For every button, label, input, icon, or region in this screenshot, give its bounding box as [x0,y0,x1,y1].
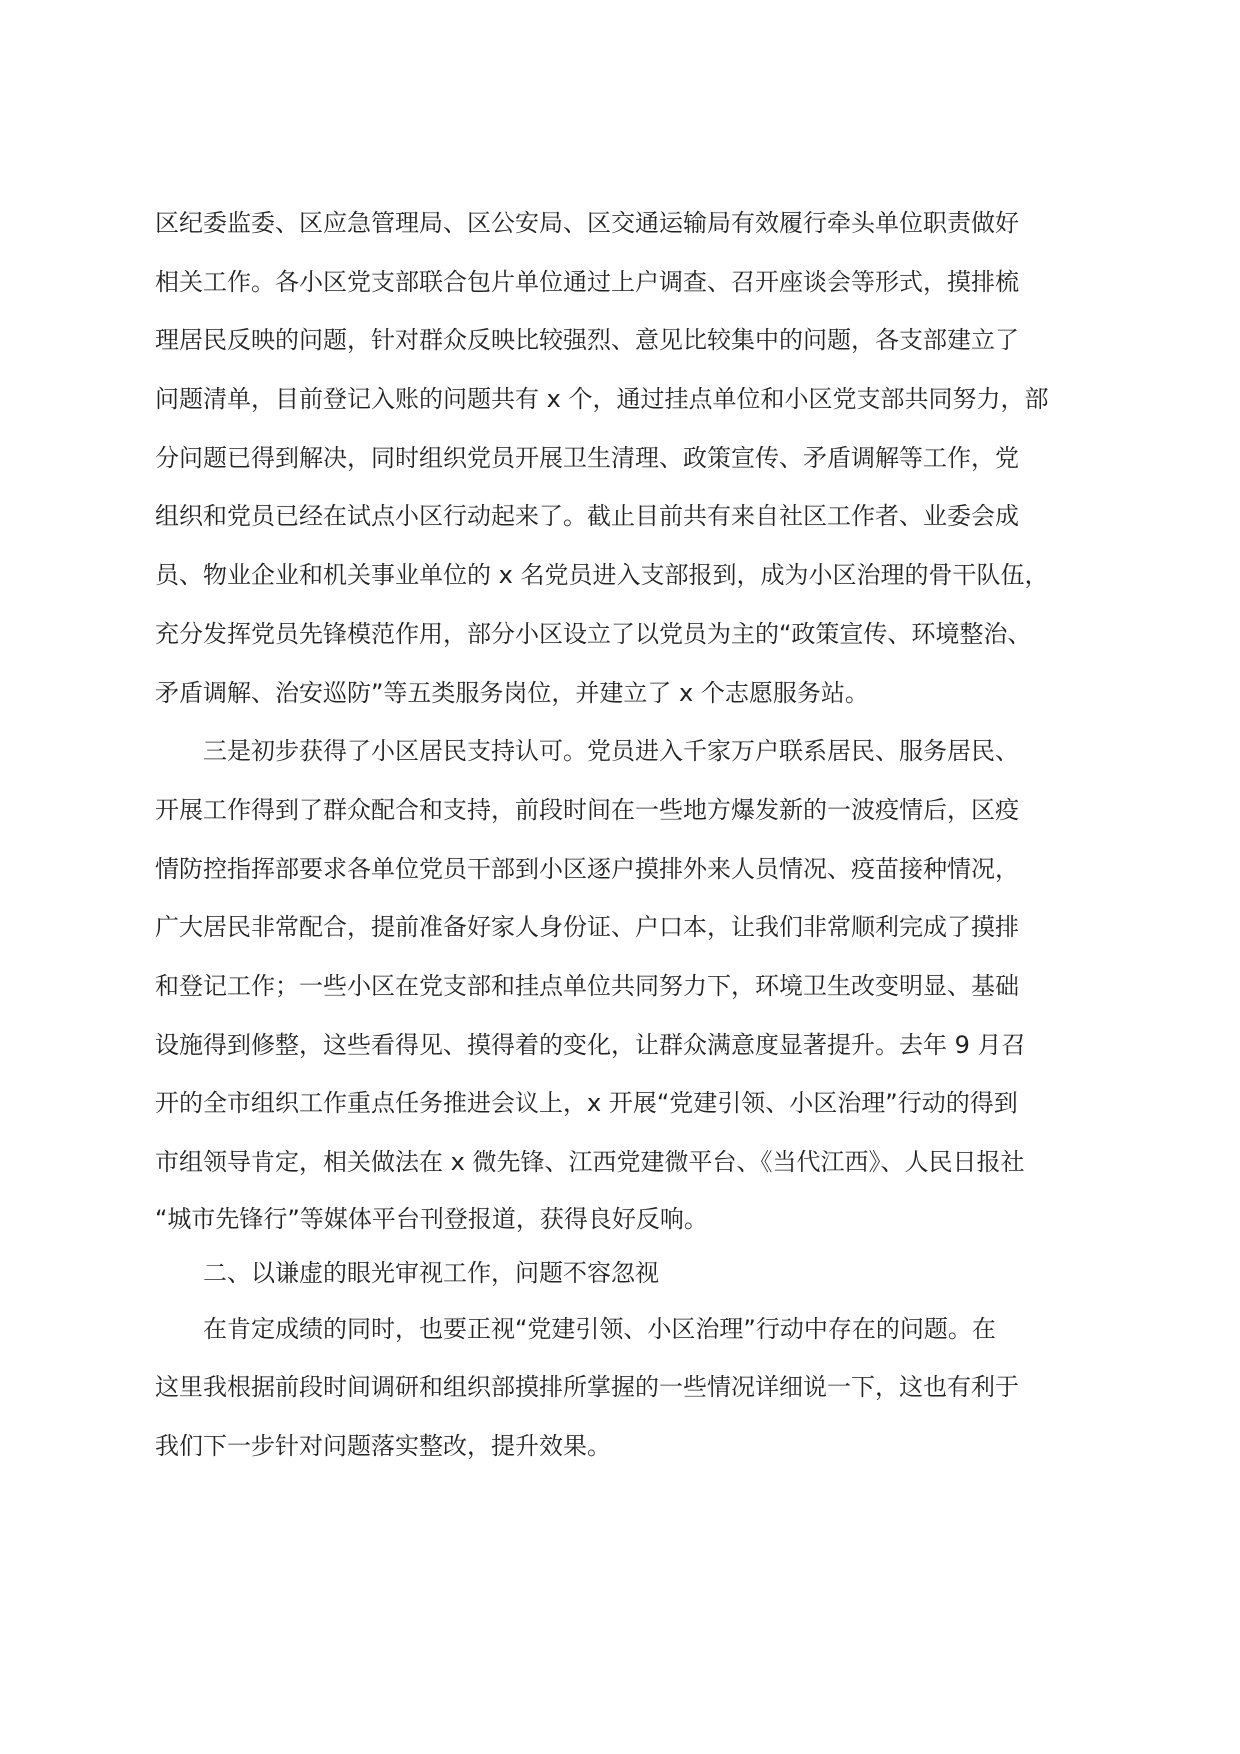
text-line: 开展工作得到了群众配合和支持，前段时间在一些地方爆发新的一波疫情后，区疫 [155,795,1019,824]
text-line: 理居民反映的问题，针对群众反映比较强烈、意见比较集中的问题，各支部建立了 [155,326,1019,355]
paragraph-start-line: 三是初步获得了小区居民支持认可。党员进入千家万户联系居民、服务居民、 [203,737,1019,766]
text-line: 广大居民非常配合，提前准备好家人身份证、户口本，让我们非常顺利完成了摸排 [155,913,1019,942]
text-line: 分问题已得到解决，同时组织党员开展卫生清理、政策宣传、矛盾调解等工作，党 [155,443,1019,472]
text-line: 我们下一步针对问题落实整改，提升效果。 [155,1432,611,1461]
text-line: 组织和党员已经在试点小区行动起来了。截止目前共有来自社区工作者、业委会成 [155,502,1019,531]
text-line: 员、物业企业和机关事业单位的 x 名党员进入支部报到，成为小区治理的骨干队伍， [155,561,1049,590]
text-line: 区纪委监委、区应急管理局、区公安局、区交通运输局有效履行牵头单位职责做好 [155,209,1019,237]
text-line: 市组领导肯定，相关做法在 x 微先锋、江西党建微平台、《当代江西》、人民日报社 [155,1148,1025,1176]
document-body [155,194,1085,1476]
section-heading: 二、以谦虚的眼光审视工作，问题不容忽视 [203,1258,659,1287]
text-line: 设施得到修整，这些看得见、摸得着的变化，让群众满意度显著提升。去年 9 月召 [155,1030,1026,1059]
text-line: 和登记工作；一些小区在党支部和挂点单位共同努力下，环境卫生改变明显、基础 [155,971,1019,1000]
text-line: “城市先锋行”等媒体平台刊登报道，获得良好反响。 [155,1204,708,1233]
text-line: 充分发挥党员先锋模范作用，部分小区设立了以党员为主的“政策宣传、环境整治、 [155,619,1032,648]
text-line: 矛盾调解、治安巡防”等五类服务岗位，并建立了 x 个志愿服务站。 [155,678,869,707]
text-line: 情防控指挥部要求各单位党员干部到小区逐户摸排外来人员情况、疫苗接种情况， [155,854,1019,883]
text-line: 相关工作。各小区党支部联合包片单位通过上户调查、召开座谈会等形式，摸排梳 [155,267,1019,296]
text-line: 这里我根据前段时间调研和组织部摸排所掌握的一些情况详细说一下，这也有利于 [155,1373,1019,1402]
text-line: 开的全市组织工作重点任务推进会议上，x 开展“党建引领、小区治理”行动的得到 [155,1089,1018,1118]
paragraph-start-line: 在肯定成绩的同时，也要正视“党建引领、小区治理”行动中存在的问题。在 [203,1314,996,1343]
text-line: 问题清单，目前登记入账的问题共有 x 个，通过挂点单位和小区党支部共同努力，部 [155,385,1049,414]
